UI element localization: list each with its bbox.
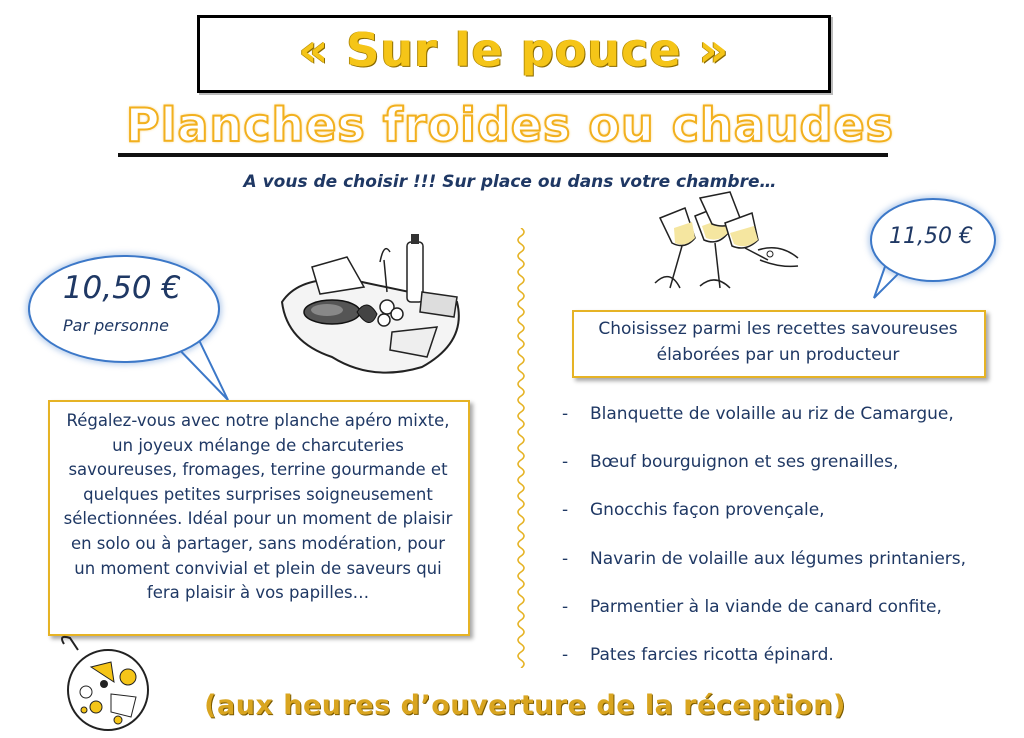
list-item: - Blanquette de volaille au riz de Camargue, xyxy=(562,404,954,424)
recipe-label: Navarin de volaille aux légumes printaniers, xyxy=(590,548,967,569)
price-left: 10,50 € xyxy=(62,270,182,306)
board-description: Régalez-vous avec notre planche apéro mixte, un joyeux mélange de charcuteries savoureuses, fromages, terrine gourmande et quelques petites surprises soigneusement sélectionnées. Idéal pour un moment de plaisir en solo ou à partager, sans modération, pour un moment convivial et plein de saveurs qui fera plaisir à vos papilles… xyxy=(63,411,453,603)
recipes-list xyxy=(562,404,1012,693)
recipe-label: Pates farcies ricotta épinard. xyxy=(590,644,834,665)
recipe-label: Gnocchis façon provençale, xyxy=(590,500,825,521)
header-divider xyxy=(118,153,888,157)
wine-glasses-toast-illustration xyxy=(640,188,800,303)
tagline: A vous de choisir !!! Sur place ou dans votre chambre… xyxy=(243,172,777,192)
list-item: - Parmentier à la viande de canard confite, xyxy=(562,596,942,617)
charcuterie-board-illustration xyxy=(272,232,472,382)
recipe-label: Blanquette de volaille au riz de Camargue, xyxy=(590,404,954,424)
wavy-divider xyxy=(514,228,528,668)
platter-illustration xyxy=(56,632,156,732)
recipes-intro: Choisissez parmi les recettes savoureuses élaborées par un producteur xyxy=(598,319,958,365)
list-item: - Navarin de volaille aux légumes printaniers, xyxy=(562,548,967,569)
opening-hours-note: (aux heures d’ouverture de la réception) xyxy=(204,690,846,721)
price-note: Par personne xyxy=(63,316,169,335)
list-item: - Pates farcies ricotta épinard. xyxy=(562,644,834,665)
page-subtitle: Planches froides ou chaudes xyxy=(125,98,895,152)
list-item: - Bœuf bourguignon et ses grenailles, xyxy=(562,452,899,473)
recipe-label: Bœuf bourguignon et ses grenailles, xyxy=(590,452,899,473)
list-item: - Gnocchis façon provençale, xyxy=(562,500,825,521)
page-title: « Sur le pouce » xyxy=(298,23,730,77)
recipe-label: Parmentier à la viande de canard confite, xyxy=(590,596,942,617)
price-right: 11,50 € xyxy=(889,224,973,249)
